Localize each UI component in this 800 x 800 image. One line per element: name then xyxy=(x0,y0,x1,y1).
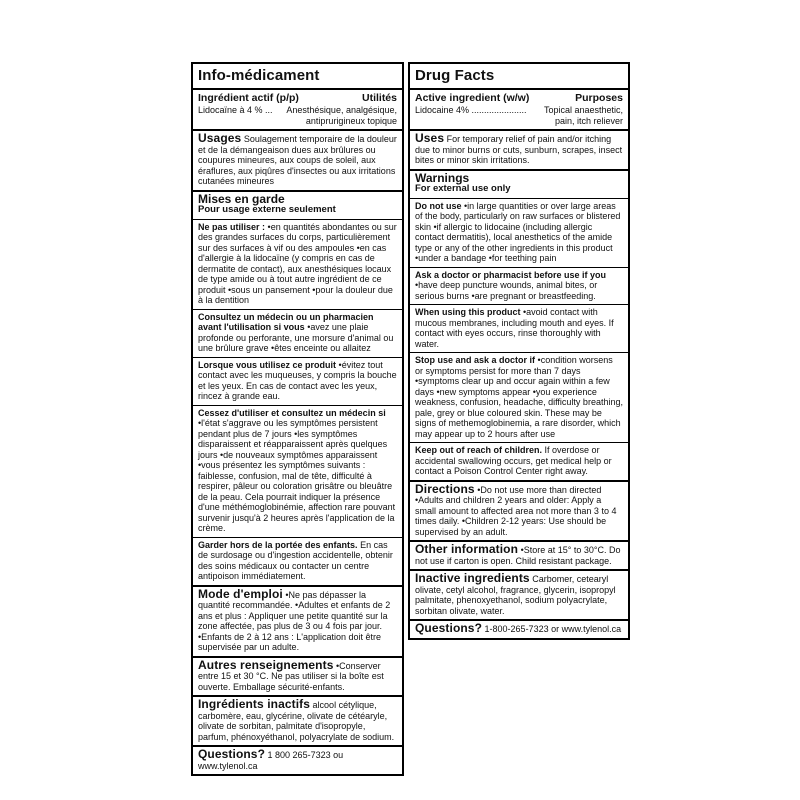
fr-questions-body: 1 800 265-7323 ou www.tylenol.ca xyxy=(198,750,344,771)
fr-ask-doctor-body: •avez une plaie profonde ou perforante, une morsure d'animal ou une brûlure grave •êtes enceinte ou allaitez xyxy=(198,322,394,353)
fr-inactive-ingredients-title: Ingrédients inactifs xyxy=(198,697,311,711)
en-ask-doctor-section xyxy=(410,267,628,305)
en-do-not-use-body: •in large quantities or over large areas of the body, particularly on raw surfaces or blistered skin •if allergic to lidocaine (including allergic contact dermatitis), local anesthetics of the amide type or any of the other ingredients in this product •under a bandage •for teething pain xyxy=(415,200,621,263)
fr-when-using-title: Lorsque vous utilisez ce produit xyxy=(198,359,337,370)
fr-keep-out-section xyxy=(193,537,402,585)
en-ask-doctor-title: Ask a doctor or pharmacist before use if you xyxy=(415,269,607,280)
english-panel-title: Drug Facts xyxy=(415,67,495,84)
fr-warnings-subtitle: Pour usage externe seulement xyxy=(198,204,336,215)
en-inactive-ingredients-section xyxy=(410,569,628,619)
en-stop-use-title: Stop use and ask a doctor if xyxy=(415,355,536,365)
en-directions-title: Directions xyxy=(415,481,475,496)
fr-active-ingredient-name: Lidocaïne à 4 % ... xyxy=(198,105,273,115)
fr-other-info-body: •Conserver entre 15 et 30 °C. Ne pas utiliser si la boîte est ouverte. Emballage sécurité-enfants. xyxy=(198,660,384,692)
en-questions-section xyxy=(410,619,628,638)
en-active-ingredient-name: Lidocaine 4% ...................... xyxy=(415,105,527,115)
en-warnings-header-section xyxy=(410,169,628,198)
fr-ask-doctor-section xyxy=(193,309,402,357)
french-panel-title: Info-médicament xyxy=(198,67,320,84)
en-do-not-use-title: Do not use xyxy=(415,200,462,211)
en-active-ingredient-purpose: Topical anaesthetic, pain, itch reliever xyxy=(543,105,623,126)
fr-warnings-header-section xyxy=(193,190,402,219)
fr-inactive-ingredients-body: alcool cétylique, carbomère, eau, glycérine, olivate de cétéaryle, olivate de sorbitan, palmitate d'isopropyle, parfum, phénoxyéthanol, polyacrylate de sodium. xyxy=(198,700,395,742)
en-inactive-ingredients-title: Inactive ingredients xyxy=(415,571,530,585)
fr-stop-use-section xyxy=(193,405,402,537)
fr-other-info-title: Autres renseignements xyxy=(198,657,334,672)
fr-other-info-section xyxy=(193,656,402,696)
english-drug-facts-panel xyxy=(408,62,630,640)
en-uses-section xyxy=(410,129,628,169)
en-uses-title: Uses xyxy=(415,131,445,145)
fr-when-using-body: •évitez tout contact avec les muqueuses, y compris la bouche et les yeux. En cas de contact avec les yeux, rincez à grande eau. xyxy=(198,359,397,401)
fr-active-ingredient-heading: Ingrédient actif (p/p) xyxy=(198,92,299,104)
en-purposes-heading: Purposes xyxy=(575,92,623,104)
en-inactive-ingredients-body: Carbomer, cetearyl olivate, cetyl alcohol, fragrance, glycerin, isopropyl palmitate, phenoxyethanol, sodium polyacrylate, sorbitan olivate, water. xyxy=(415,574,616,616)
fr-stop-use-title: Cessez d'utiliser et consultez un médecin si xyxy=(198,407,386,418)
fr-active-ingredient-purpose: Anesthésique, analgésique, antiprurigineux topique xyxy=(286,105,397,126)
fr-when-using-section xyxy=(193,357,402,405)
fr-uses-section xyxy=(193,129,402,190)
fr-do-not-use-title: Ne pas utiliser : xyxy=(198,221,266,232)
fr-directions-body: •Ne pas dépasser la quantité recommandée. •Adultes et enfants de 2 ans et plus : Appliquer une petite quantité sur la zone affectée, pas plus de 3 ou 4 fois par jour. •Enfants de 2 à 12 ans : L'application doit être supervisée par un adulte. xyxy=(198,589,391,652)
fr-warnings-title: Mises en garde xyxy=(198,191,285,206)
fr-questions-title: Questions? xyxy=(198,747,266,761)
french-drug-facts-panel xyxy=(191,62,404,776)
en-keep-out-section xyxy=(410,442,628,480)
fr-active-ingredient-section xyxy=(193,88,402,129)
fr-keep-out-body: En cas de surdosage ou d'ingestion accidentelle, obtenir des soins médicaux ou contacter un centre antipoison immédiatement. xyxy=(198,539,393,581)
en-active-ingredient-heading: Active ingredient (w/w) xyxy=(415,92,530,104)
fr-directions-section xyxy=(193,585,402,656)
en-warnings-subtitle: For external use only xyxy=(415,183,511,194)
en-keep-out-title: Keep out of reach of children. xyxy=(415,445,543,455)
fr-inactive-ingredients-section xyxy=(193,695,402,745)
en-directions-section xyxy=(410,480,628,541)
en-uses-body: For temporary relief of pain and/or itching due to minor burns or cuts, sunburn, scrapes, insect bites or minor skin irritations. xyxy=(415,134,623,165)
en-stop-use-body: •condition worsens or symptoms persist for more than 7 days •symptoms clear up and occur again within a few days •new symptoms appear •you experience weakness, confusion, headache, difficulty breathing, pale, grey or blue coloured skin. These may be signs of methemoglobinemia, a rare disorder, which may appear up to 2 hours after use xyxy=(415,355,623,439)
en-ask-doctor-body: •have deep puncture wounds, animal bites, or serious burns •are pregnant or breastfeeding. xyxy=(415,280,598,301)
fr-stop-use-body: •l'état s'aggrave ou les symptômes persistent pendant plus de 7 jours •les symptômes disparaissent et réapparaissent après quelques jours •de nouveaux symptômes apparaissent •vous présentez les symptômes suivants : faiblesse, confusion, mal de tête, difficulté à respirer, pâleur ou coloration grisâtre ou bleuâtre de la peau. Cela pourrait indiquer la présence d'une méthémoglobinémie, affection rare pouvant survenir jusqu'à 2 heures après l'application de la crème. xyxy=(198,418,396,533)
en-other-info-title: Other information xyxy=(415,542,519,556)
fr-questions-section xyxy=(193,745,402,774)
fr-uses-body: Soulagement temporaire de la douleur et de la démangeaison dues aux brûlures ou coupures mineures, aux coups de soleil, aux éraflures, aux piqûres d'insectes ou aux irritations cutanées mineures xyxy=(198,134,397,186)
en-keep-out-body: If overdose or accidental swallowing occurs, get medical help or contact a Poison Control Center right away. xyxy=(415,445,612,476)
fr-keep-out-title: Garder hors de la portée des enfants. xyxy=(198,539,358,550)
en-when-using-section xyxy=(410,304,628,352)
en-do-not-use-section xyxy=(410,198,628,267)
fr-do-not-use-body: •en quantités abondantes ou sur des grandes surfaces du corps, particulièrement sur des surfaces à vif ou des ampoules •en cas d'allergie à la lidocaïne (y compris en cas de dermatite de contact), aux anesthésiques locaux de type amide ou à tout autre ingrédient de ce produit •sous un pansement •pour la douleur due à la dentition xyxy=(198,221,397,305)
en-other-info-section xyxy=(410,540,628,569)
en-stop-use-section xyxy=(410,352,628,442)
en-directions-body: •Do not use more than directed •Adults and children 2 years and older: Apply a small amount to affected area not more than 3 to 4 times daily. •Children 2-12 years: Use should be supervised by an adult. xyxy=(415,484,617,537)
en-when-using-title: When using this product xyxy=(415,307,521,317)
en-questions-body: 1-800-265-7323 or www.tylenol.ca xyxy=(484,624,622,634)
fr-directions-title: Mode d'emploi xyxy=(198,586,283,601)
fr-uses-title: Usages xyxy=(198,131,242,145)
en-warnings-title: Warnings xyxy=(415,170,470,185)
en-active-ingredient-section xyxy=(410,88,628,129)
fr-purposes-heading: Utilités xyxy=(361,92,397,104)
en-other-info-body: •Store at 15° to 30°C. Do not use if carton is open. Child resistant package. xyxy=(415,545,621,566)
en-when-using-body: •avoid contact with mucous membranes, including mouth and eyes. If contact with eyes occurs, rinse thoroughly with water. xyxy=(415,307,614,349)
fr-do-not-use-section xyxy=(193,219,402,309)
fr-ask-doctor-title: Consultez un médecin ou un pharmacien avant l'utilisation si vous xyxy=(198,311,374,332)
en-questions-title: Questions? xyxy=(415,621,483,635)
